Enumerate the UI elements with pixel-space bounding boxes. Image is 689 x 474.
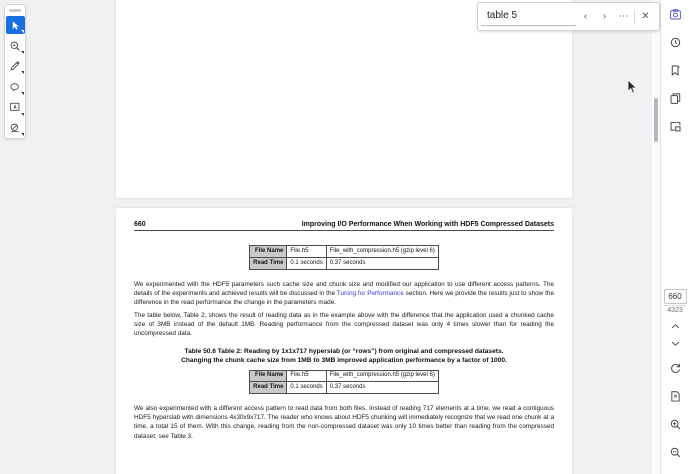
table2-row1-col1: File.h5 [287,370,326,382]
text-box-icon [9,101,21,113]
table-2-results [249,370,439,395]
table1-row1-col2: File_with_compression.h5 (gzip level 6) [326,246,438,258]
table1-row2-col1: 0.1 seconds [287,258,326,270]
select-tool-button[interactable] [6,16,25,35]
table1-row2-header: Read Time [250,258,287,270]
table2-row1-header: File Name [250,370,287,382]
lasso-icon [9,81,21,93]
screenshot-tool-button[interactable] [664,6,686,28]
paragraph-access-pattern: We also experimented with a different access pattern to read data from both files. Instead of reading 717 elements at a time, we read a contiguous HDF5 hyperslab with dimensions 4x30x9x717. The reader who knows about HDF5 chunking will immediately recognize that we read one chunk at a time, a total 15 of them. With this change, reading from the non-compressed dataset was only 10 times better than reading from the compressed dataset; see Table 3. [134,405,554,440]
stamp-tool-button[interactable] [6,119,25,138]
table2-row2-col1: 0.1 seconds [287,382,326,394]
layers-tool-button[interactable] [664,118,686,140]
find-close-button[interactable]: ✕ [641,11,650,22]
export-tool-button[interactable] [664,388,686,410]
table2-row1-col2: File_with_compression.h5 (gzip level 6) [326,370,438,382]
find-next-button[interactable]: › [602,11,607,22]
zoom-tool-button[interactable] [6,36,25,55]
previous-page-button[interactable] [664,318,686,335]
layers-icon [669,120,682,138]
right-sidebar[interactable] [660,0,689,474]
table1-row1-col1: File.h5 [287,246,326,258]
page-number-input[interactable]: 660 [664,289,687,304]
table-row [250,370,439,382]
zoom-out-tool-button[interactable] [664,444,686,466]
vertical-scrollbar-thumb[interactable] [654,98,658,142]
chevron-down-icon [21,133,24,136]
screenshot-icon [669,8,682,26]
header-rule [134,230,554,231]
divider [634,10,635,24]
chevron-down-icon [21,92,24,95]
table-row [250,246,439,258]
export-icon [669,390,682,408]
rotate-tool-button[interactable] [664,360,686,382]
lasso-tool-button[interactable] [6,77,25,96]
stamp-icon [9,122,21,134]
table-row [250,258,439,270]
copy-icon [669,92,682,110]
find-previous-button[interactable]: ‹ [583,11,588,22]
toolbar-drag-handle[interactable] [9,9,21,12]
zoom-in-icon [669,418,682,436]
document-page-2 [116,208,572,474]
link-tuning-for-performance[interactable]: Tuning for Performance [336,290,404,298]
table1-row1-header: File Name [250,246,287,258]
next-page-button[interactable] [664,335,686,352]
table-caption-50-6-line1: Table 50.6 Table 2: Reading by 1x1x717 hyperslab (or “rows”) from original and compressed datasets. [184,347,504,355]
zoom-out-icon [669,446,682,464]
paragraph-chunk-cache: The table below, Table 2, shows the result of reading data as in the example above with the difference that the application used a chunked cache size of 3MB instead of the default 1MB. Reading performance from the compressed dataset was only 4 times slower than for reading the uncompressed data. [134,312,554,338]
running-header [134,208,554,228]
chevron-down-icon [21,113,24,116]
page-number-label: 660 [134,221,146,228]
paragraph-experiments [134,280,554,307]
search-input[interactable] [481,8,576,26]
vertical-scrollbar-track[interactable] [652,0,660,474]
pen-icon [9,60,21,72]
table-row [250,382,439,394]
page-total-label: 4323 [664,305,686,314]
table1-row2-col2: 0.37 seconds [326,258,438,270]
chevron-down-icon [21,51,24,54]
table-1-results [249,245,439,270]
find-options-button[interactable]: ⋯ [618,11,629,22]
cursor-arrow-icon [10,20,21,31]
document-viewer[interactable] [27,0,661,474]
rotate-icon [669,362,682,380]
clock-icon [669,36,682,54]
table2-row2-header: Read Time [250,382,287,394]
chevron-down-icon [21,71,24,74]
annotation-toolbar[interactable] [4,4,26,139]
chevron-down-icon [21,30,24,33]
table2-row2-col2: 0.37 seconds [326,382,438,394]
table-caption-50-6-line2: Changing the chunk cache size from 1MB to 3MB improved application performance by a factor of 1000. [181,357,507,365]
history-tool-button[interactable] [664,34,686,56]
text-select-tool-button[interactable] [6,98,25,117]
bookmark-tool-button[interactable] [664,62,686,84]
paragraph-experiments-a: We experimented with the HDF5 parameters such cache size and chunk size and modified our application to use different access patterns. The details of the experiments and achieved results will be discussed in the [134,280,554,298]
zoom-in-tool-button[interactable] [664,416,686,438]
copy-tool-button[interactable] [664,90,686,112]
pen-tool-button[interactable] [6,57,25,76]
paragraph-experiments-b: section. Here we provide the results just to show the difference in the read performance the change in the parameters made. [134,290,554,307]
find-bar[interactable] [477,2,660,31]
bookmark-icon [669,64,682,82]
magnifier-icon [9,40,21,52]
running-title: Improving I/O Performance When Working with HDF5 Compressed Datasets [301,221,554,228]
